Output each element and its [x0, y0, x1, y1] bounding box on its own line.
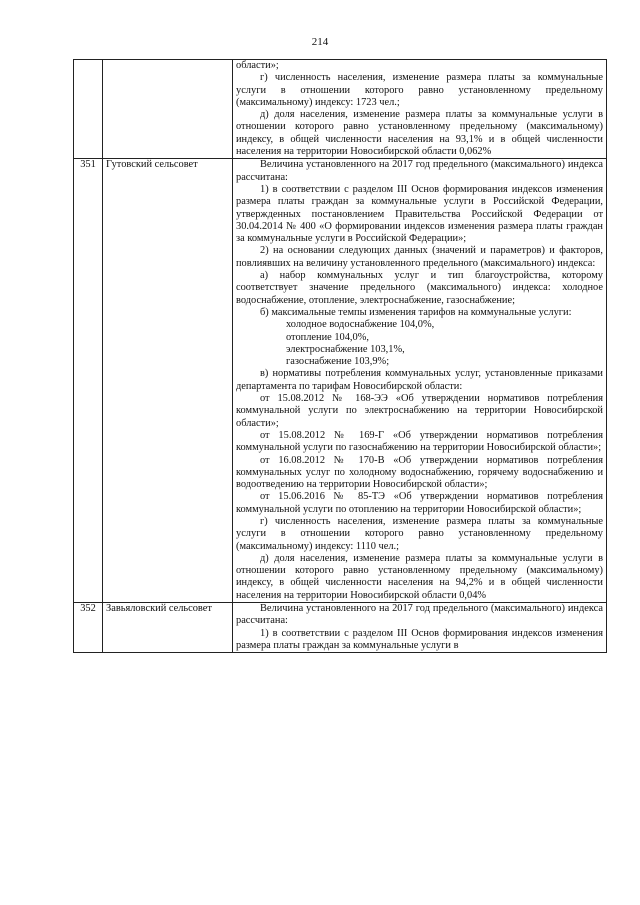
paragraph: Величина установленного на 2017 год предельного (максимального) индекса рассчитана: — [236, 159, 603, 183]
paragraph: 2) на основании следующих данных (значений и параметров) и факторов, повлиявших на величину установленного предельного (максимального) индекса: — [236, 245, 603, 269]
tariff-list-item: электроснабжение 103,1%, — [286, 343, 405, 355]
paragraph: от 15.08.2012 № 168-ЭЭ «Об утверждении нормативов потребления коммунальной услуги по электроснабжению на территории Новосибирской области»; — [236, 393, 603, 429]
page-number: 214 — [311, 36, 329, 48]
index-description — [233, 60, 607, 159]
paragraph: от 15.06.2016 № 85-ТЭ «Об утверждении нормативов потребления коммунальной услуги по отоплению на территории Новосибирской области»; — [236, 491, 603, 515]
paragraph: Величина установленного на 2017 год предельного (максимального) индекса рассчитана: — [236, 603, 603, 627]
paragraph: в) нормативы потребления коммунальных услуг, установленные приказами департамента по тарифам Новосибирской области: — [236, 368, 603, 392]
tariff-list-item: холодное водоснабжение 104,0%, — [286, 319, 435, 331]
paragraph: 1) в соответствии с разделом III Основ формирования индексов изменения размера платы граждан за коммунальные услуги в — [236, 627, 603, 651]
municipality-name — [103, 60, 233, 159]
paragraph: г) численность населения, изменение размера платы за коммунальные услуги в отношении которого равно установленному предельному (максимальному) индексу: 1723 чел.; — [236, 72, 603, 108]
paragraph: б) максимальные темпы изменения тарифов на коммунальные услуги: — [260, 306, 572, 318]
table-row — [74, 60, 607, 159]
paragraph: от 16.08.2012 № 170-В «Об утверждении нормативов потребления коммунальных услуг по холодному водоснабжению, горячему водоснабжению и водоотведению на территории Новосибирской области»; — [236, 454, 603, 491]
indices-table — [73, 59, 607, 653]
paragraph: а) набор коммунальных услуг и тип благоустройства, которому соответствует значение предельного (максимального) индекса: холодное водоснабжение, отопление, электроснабжение, газоснабжение; — [236, 270, 603, 306]
indices-table-body — [74, 60, 607, 653]
row-number: 352 — [74, 603, 103, 653]
paragraph: 1) в соответствии с разделом III Основ формирования индексов изменения размера платы граждан за коммунальные услуги в Российской Федерации, утвержденных постановлением Правительства Российской Федерации от 30.04.2014 № 400 «О формировании индексов изменения размера платы граждан за коммунальные услуги в Российской Федерации»; — [236, 183, 603, 245]
municipality-name: Завьяловский сельсовет — [103, 603, 233, 653]
row-number: 351 — [74, 159, 103, 603]
paragraph: д) доля населения, изменение размера платы за коммунальные услуги в отношении которого равно установленному предельному (максимальному) индексу, в общей численности населения на 93,1% и в общей численности населения на территории Новосибирской области 0,062% — [236, 109, 603, 158]
row-number — [74, 60, 103, 159]
paragraph: области»; — [236, 60, 279, 71]
tariff-list-item: отопление 104,0%, — [286, 331, 369, 343]
table-row — [74, 159, 607, 603]
index-description — [233, 159, 607, 603]
paragraph: г) численность населения, изменение размера платы за коммунальные услуги в отношении которого равно установленному предельному (максимальному) индексу: 1110 чел.; — [236, 515, 603, 552]
municipality-name: Гутовский сельсовет — [103, 159, 233, 603]
paragraph: д) доля населения, изменение размера платы за коммунальные услуги в отношении которого равно установленному предельному (максимальному) индексу, в общей численности населения на 94,2% и в общей численности населения на территории Новосибирской области 0,04% — [236, 552, 603, 601]
paragraph: от 15.08.2012 № 169-Г «Об утверждении нормативов потребления коммунальной услуги по газоснабжению на территории Новосибирской области»; — [236, 429, 603, 454]
table-row — [74, 603, 607, 653]
index-description — [233, 603, 607, 653]
tariff-list-item: газоснабжение 103,9%; — [286, 356, 390, 368]
